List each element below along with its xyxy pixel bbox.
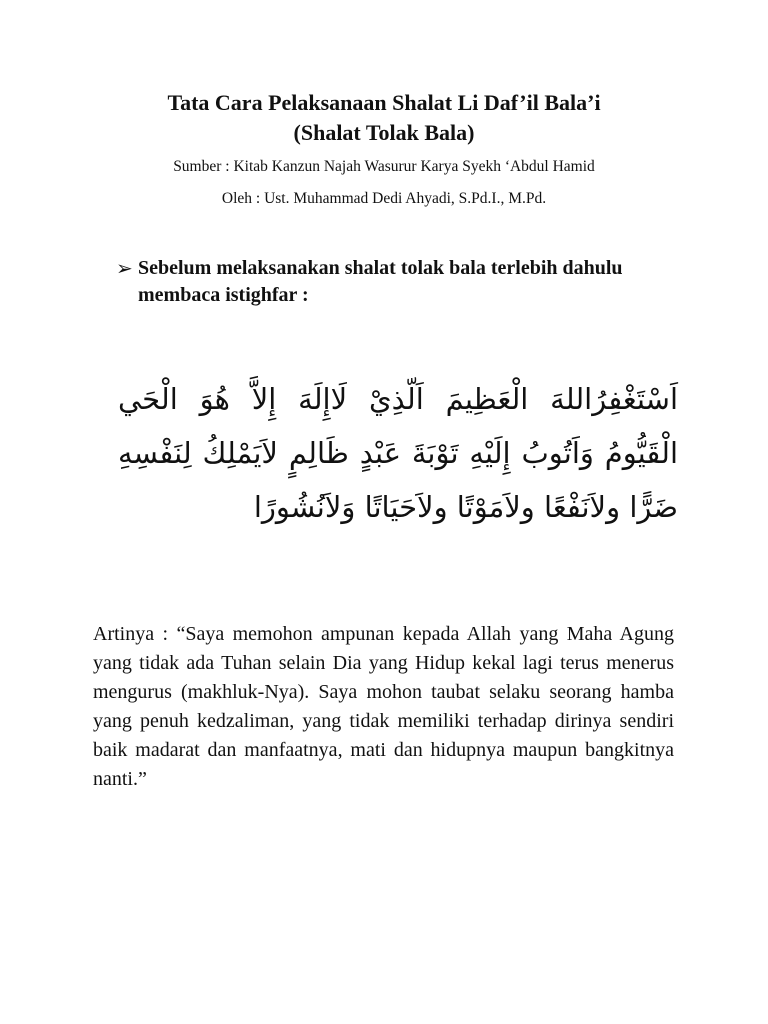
instruction-bullet	[116, 255, 676, 309]
arabic-istighfar-text: اَسْتَغْفِرُاللهَ الْعَظِيمَ اَلّذِيْ لَاإِلَهَ إِلاَّ هُوَ الْحَي الْقَيُّومُ وَاَتُوبُ إِلَيْهِ تَوْبَةَ عَبْدٍ ظَالِمٍ لاَيَمْلِكُ لِنَفْسِهِ ضَرًّا ولاَنَفْعًا ولاَمَوْتًا ولاَحَيَاتًا وَلاَنُشُورًا	[118, 382, 678, 524]
instruction-text: Sebelum melaksanakan shalat tolak bala terlebih dahulu membaca istighfar :	[138, 257, 623, 306]
arrow-bullet-icon: ➢	[116, 256, 133, 280]
document-subtitle: (Shalat Tolak Bala)	[293, 120, 475, 145]
source-line: Sumber : Kitab Kanzun Najah Wasurur Karya Syekh ‘Abdul Hamid	[173, 158, 595, 175]
translation-paragraph: Artinya : “Saya memohon ampunan kepada Allah yang Maha Agung yang tidak ada Tuhan selain Dia yang Hidup kekal lagi terus menerus mengurus (makhluk-Nya). Saya mohon taubat selaku seorang hamba yang penuh kedzaliman, yang tidak memiliki terhadap dirinya sendiri baik madarat dan manfaatnya, mati dan hidupnya maupun bangkitnya nanti.”	[93, 623, 674, 790]
document-title: Tata Cara Pelaksanaan Shalat Li Daf’il Bala’i	[167, 90, 601, 115]
author-line: Oleh : Ust. Muhammad Dedi Ahyadi, S.Pd.I., M.Pd.	[221, 190, 547, 207]
